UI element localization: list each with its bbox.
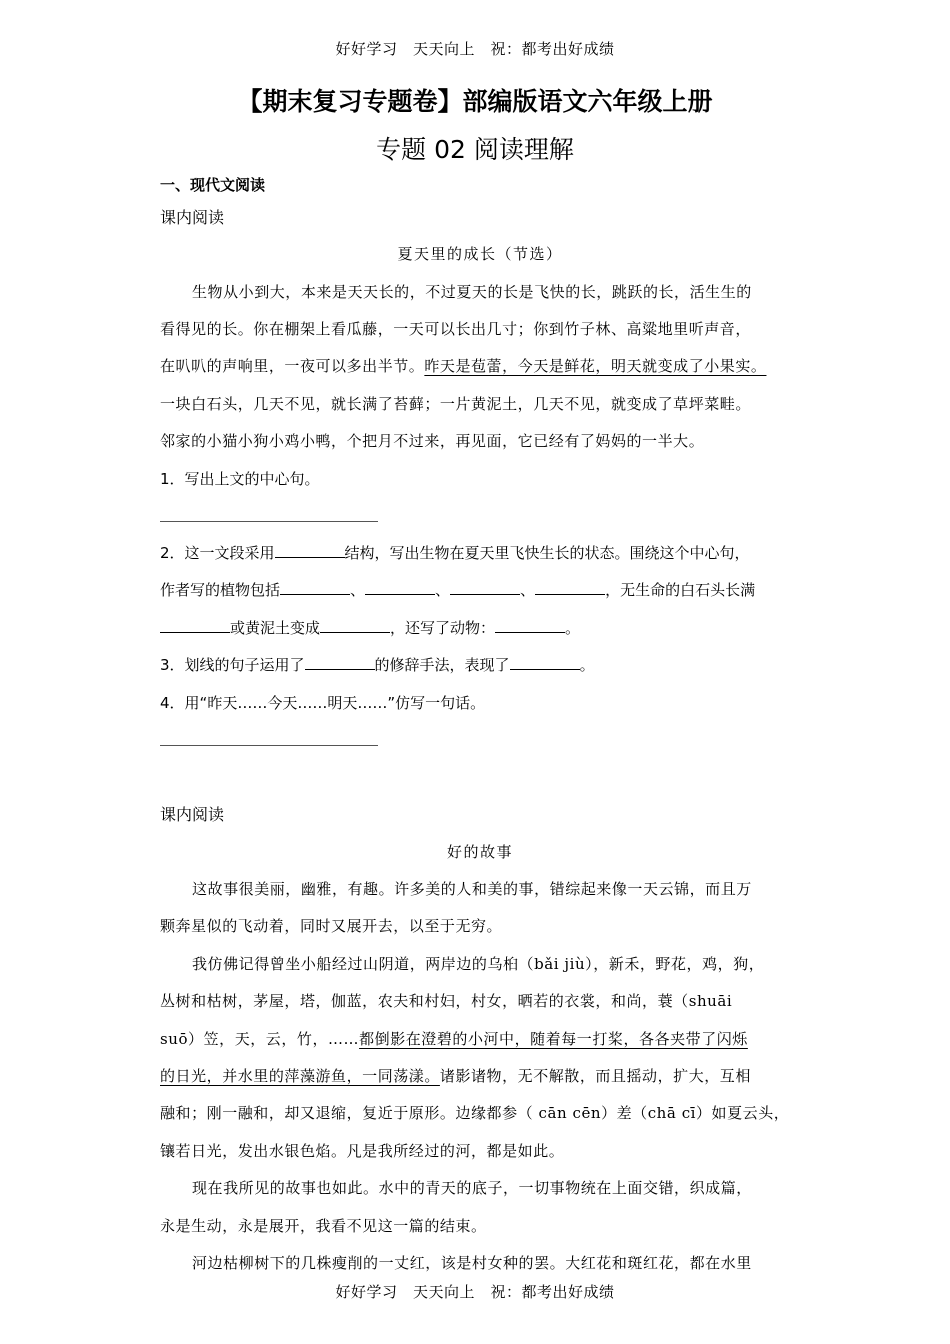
question-text: 结构，写出生物在夏天里飞快生长的状态。围绕这个中心句， (344, 544, 750, 562)
fill-blank[interactable] (510, 668, 580, 670)
question-3 (160, 654, 595, 675)
question-text: 。 (579, 656, 595, 674)
question-2 (160, 542, 750, 563)
page-subtitle: 专题 02 阅读理解 (376, 135, 574, 164)
passage-line: 邻家的小猫小狗小鸡小鸭，个把月不过来，再见面，它已经有了妈妈的一半大。 (160, 432, 705, 450)
passage-line: 一块白石头，几天不见，就长满了苔藓；一片黄泥土，几天不见，就变成了草坪菜畦。 (160, 395, 751, 413)
answer-line[interactable] (160, 521, 378, 522)
passage-text: suō）笠，天，云，竹，…… (160, 1030, 360, 1048)
passage-line: 镶若日光，发出水银色焰。凡是我所经过的河，都是如此。 (160, 1142, 565, 1160)
question-text: 作者写的植物包括 (160, 581, 281, 599)
passage-line: 永是生动，永是展开，我看不见这一篇的结束。 (160, 1217, 487, 1235)
underlined-sentence: 都倒影在澄碧的小河中，随着每一打桨，各各夹带了闪烁 (359, 1030, 748, 1048)
passage-text: 诸影诸物，无不解散，而且摇动，扩大，互相 (439, 1067, 751, 1085)
passage-line: 丛树和枯树，茅屋，塔，伽蓝，农夫和村妇，村女，晒若的衣裳，和尚，蓑（shuāi (160, 992, 733, 1010)
fill-blank[interactable] (160, 631, 230, 633)
answer-line[interactable] (160, 745, 378, 746)
passage-title: 夏天里的成长（节选） (397, 245, 563, 263)
fill-blank[interactable] (495, 631, 565, 633)
passage-label: 课内阅读 (160, 805, 225, 824)
passage-title: 好的故事 (446, 843, 513, 861)
question-text: 2．这一文段采用 (160, 544, 275, 562)
passage-line: 生物从小到大，本来是天天长的，不过夏天的长是飞快的长，跳跃的长，活生生的 (192, 283, 752, 301)
question-text: 、 (520, 581, 536, 599)
fill-blank[interactable] (305, 668, 375, 670)
page-header: 好好学习 天天向上 祝：都考出好成绩 (335, 40, 615, 58)
passage-line (160, 1028, 800, 1049)
fill-blank[interactable] (320, 631, 390, 633)
question-text: 3．划线的句子运用了 (160, 656, 305, 674)
section-heading: 一、现代文阅读 (160, 176, 266, 194)
passage-line (160, 1065, 800, 1086)
question-text: 的修辞手法，表现了 (374, 656, 510, 674)
question-2-line3 (160, 617, 580, 638)
passage-line: 现在我所见的故事也如此。水中的青天的底子，一切事物统在上面交错，织成篇， (192, 1179, 752, 1197)
page-title: 【期末复习专题卷】部编版语文六年级上册 (237, 87, 713, 116)
passage-line: 融和；刚一融和，却又退缩，复近于原形。边缘都参（ cān cēn）差（chā cī）如夏云头， (160, 1104, 790, 1122)
question-text: ，还写了动物： (390, 619, 496, 637)
passage-line: 看得见的长。你在棚架上看瓜藤，一天可以长出几寸；你到竹子林、高粱地里听声音， (160, 320, 751, 338)
question-text: 。 (565, 619, 581, 637)
question-4: 4．用“昨天……今天……明天……”仿写一句话。 (160, 694, 486, 712)
fill-blank[interactable] (280, 593, 350, 595)
passage-line: 我仿佛记得曾坐小船经过山阴道，两岸边的乌桕（bǎi jiù），新禾，野花，鸡，狗， (192, 955, 765, 973)
question-1: 1．写出上文的中心句。 (160, 470, 320, 488)
question-text: 、 (435, 581, 451, 599)
underlined-sentence: 昨天是苞蕾，今天是鲜花，明天就变成了小果实。 (424, 357, 767, 375)
question-text: 、 (350, 581, 366, 599)
page-footer: 好好学习 天天向上 祝：都考出好成绩 (335, 1283, 615, 1301)
fill-blank[interactable] (365, 593, 435, 595)
question-text: 或黄泥土变成 (230, 619, 321, 637)
underlined-sentence: 的日光，并水里的萍藻游鱼，一同荡漾。 (160, 1067, 440, 1085)
passage-line (160, 355, 800, 376)
question-text: ，无生命的白石头长满 (605, 581, 756, 599)
fill-blank[interactable] (535, 593, 605, 595)
passage-line: 河边枯柳树下的几株瘦削的一丈红，该是村女种的罢。大红花和斑红花，都在水里 (192, 1254, 752, 1272)
question-2-line2 (160, 579, 755, 600)
passage-text: 在叭叭的声响里，一夜可以多出半节。 (160, 357, 425, 375)
passage-line: 这故事很美丽，幽雅，有趣。许多美的人和美的事，错综起来像一天云锦，而且万 (192, 880, 752, 898)
fill-blank[interactable] (450, 593, 520, 595)
fill-blank[interactable] (275, 556, 345, 558)
passage-line: 颗奔星似的飞动着，同时又展开去，以至于无穷。 (160, 917, 503, 935)
passage-label: 课内阅读 (160, 208, 225, 227)
